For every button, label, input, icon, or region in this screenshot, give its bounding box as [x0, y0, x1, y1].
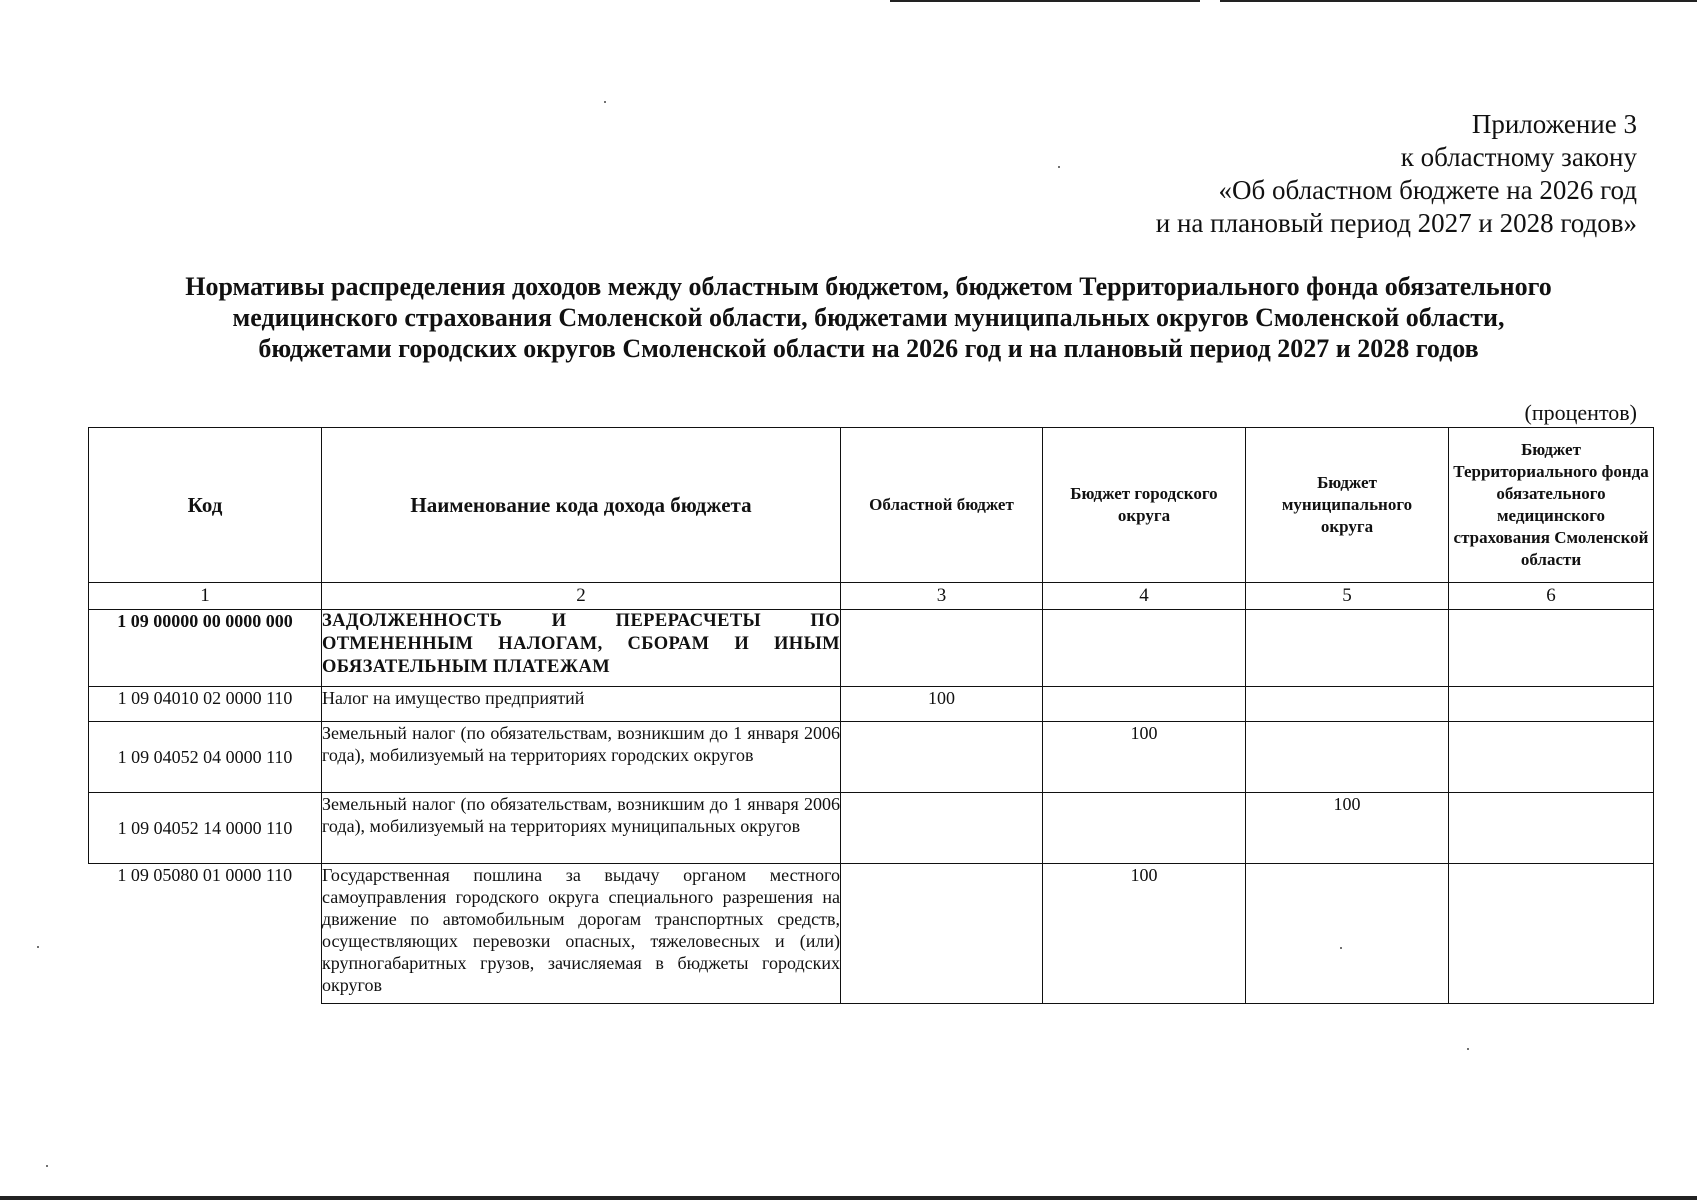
row-fund-value [1449, 793, 1654, 864]
scan-artifact-line [890, 0, 1200, 2]
row-regional-value [841, 610, 1043, 687]
table-row [89, 722, 1654, 793]
column-number-row [89, 583, 1654, 610]
header-regional-budget: Областной бюджет [841, 428, 1043, 583]
column-number: 1 [89, 583, 322, 610]
title-line: Нормативы распределения доходов между областным бюджетом, бюджетом Территориального фонда обязательного [185, 272, 1552, 301]
row-municipal-value [1246, 610, 1449, 687]
row-regional-value: 100 [841, 687, 1043, 722]
row-name: Земельный налог (по обязательствам, возникшим до 1 января 2006 года), мобилизуемый на территориях городских округов [322, 722, 841, 793]
row-fund-value [1449, 687, 1654, 722]
column-number: 5 [1246, 583, 1449, 610]
row-fund-value [1449, 610, 1654, 687]
column-number: 6 [1449, 583, 1654, 610]
row-code: 1 09 04052 14 0000 110 [89, 793, 322, 864]
row-city-value [1043, 610, 1246, 687]
table-row [89, 793, 1654, 864]
row-municipal-value [1246, 864, 1449, 1004]
row-code: 1 09 05080 01 0000 110 [89, 864, 322, 1004]
row-name: Государственная пошлина за выдачу органом местного самоуправления городского округа специального разрешения на движение по автомобильным дорогам транспортных средств, осуществляющих перевозки опасных, тяжеловесных и (или) крупногабаритных грузов, зачисляемая в бюджеты городских округов [322, 864, 841, 1004]
row-city-value [1043, 687, 1246, 722]
appendix-line: «Об областном бюджете на 2026 год [1218, 175, 1637, 205]
column-number: 4 [1043, 583, 1246, 610]
title-line: бюджетами городских округов Смоленской области на 2026 год и на плановый период 2027 и 2028 годов [258, 334, 1479, 363]
row-fund-value [1449, 722, 1654, 793]
title-line: медицинского страхования Смоленской области, бюджетами муниципальных округов Смоленской области, [232, 303, 1505, 332]
appendix-line: Приложение 3 [1471, 109, 1637, 139]
column-number: 3 [841, 583, 1043, 610]
row-code: 1 09 04010 02 0000 110 [89, 687, 322, 722]
scan-speck [1467, 1048, 1469, 1050]
appendix-line: к областному закону [1400, 142, 1637, 172]
row-code: 1 09 04052 04 0000 110 [89, 722, 322, 793]
table-row [89, 610, 1654, 687]
row-municipal-value [1246, 687, 1449, 722]
column-number: 2 [322, 583, 841, 610]
row-fund-value [1449, 864, 1654, 1004]
scan-speck [46, 1165, 48, 1167]
header-fund-budget: Бюджет Территориального фонда обязательного медицинского страхования Смоленской области [1449, 428, 1654, 583]
scan-speck [1058, 166, 1060, 168]
appendix-note [1156, 108, 1637, 240]
row-municipal-value: 100 [1246, 793, 1449, 864]
header-city-budget: Бюджет городского округа [1043, 428, 1246, 583]
scan-speck [37, 946, 39, 948]
scan-artifact-line [1220, 0, 1697, 2]
scan-speck [604, 101, 606, 103]
row-name: Налог на имущество предприятий [322, 687, 841, 722]
row-regional-value [841, 864, 1043, 1004]
header-municipal-budget: Бюджет муниципального округа [1246, 428, 1449, 583]
row-municipal-value [1246, 722, 1449, 793]
row-name: Земельный налог (по обязательствам, возникшим до 1 января 2006 года), мобилизуемый на территориях муниципальных округов [322, 793, 841, 864]
table-row [89, 687, 1654, 722]
row-city-value: 100 [1043, 722, 1246, 793]
appendix-line: и на плановый период 2027 и 2028 годов» [1155, 208, 1637, 238]
header-code: Код [89, 428, 322, 583]
units-label: (процентов) [1524, 400, 1637, 425]
row-name: ЗАДОЛЖЕННОСТЬ И ПЕРЕРАСЧЕТЫ ПО ОТМЕНЕННЫМ НАЛОГАМ, СБОРАМ И ИНЫМ ОБЯЗАТЕЛЬНЫМ ПЛАТЕЖАМ [322, 610, 841, 687]
header-name: Наименование кода дохода бюджета [322, 428, 841, 583]
table-header-row [89, 428, 1654, 583]
row-regional-value [841, 793, 1043, 864]
revenue-norms-table [88, 427, 1654, 1004]
table-row [89, 864, 1654, 1004]
row-city-value: 100 [1043, 864, 1246, 1004]
row-city-value [1043, 793, 1246, 864]
row-code: 1 09 00000 00 0000 000 [89, 610, 322, 687]
document-title [60, 271, 1677, 364]
scan-artifact-line [0, 1196, 1697, 1200]
row-regional-value [841, 722, 1043, 793]
